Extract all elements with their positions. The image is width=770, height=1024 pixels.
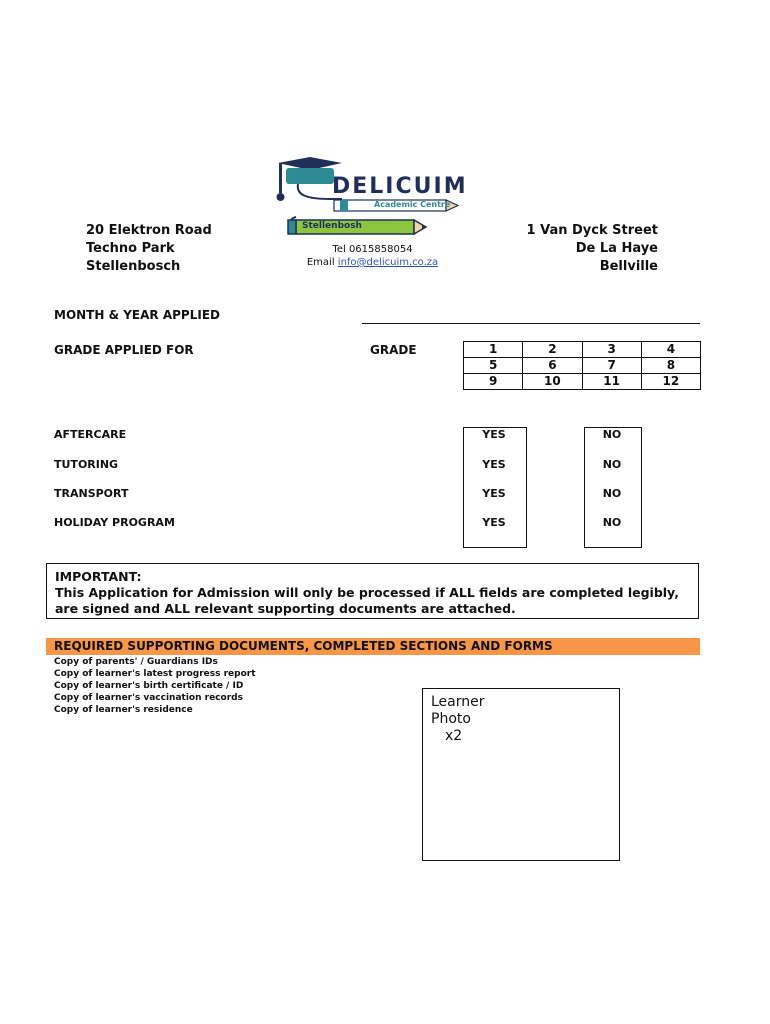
month-year-line[interactable] (362, 323, 700, 324)
grade-row (464, 342, 701, 358)
service-label-tutoring: TUTORING (54, 458, 119, 471)
grade-cell[interactable]: 12 (641, 374, 700, 390)
grade-cell[interactable]: 1 (464, 342, 523, 358)
address-left (86, 222, 212, 276)
service-label-holiday-program: HOLIDAY PROGRAM (54, 516, 175, 529)
address-left-line: Techno Park (86, 241, 175, 256)
grade-cell[interactable]: 6 (523, 358, 582, 374)
holiday-program-no-option[interactable]: NO (602, 516, 622, 529)
service-label-transport: TRANSPORT (54, 487, 129, 500)
list-item: Copy of learner's birth certificate / ID (54, 681, 244, 691)
logo-brand-text: DELICUIM (332, 174, 468, 199)
transport-no-option[interactable]: NO (602, 487, 622, 500)
photo-label-line: Photo (431, 711, 471, 727)
address-left-line: 20 Elektron Road (86, 223, 212, 238)
important-heading: IMPORTANT: (55, 569, 142, 584)
logo (276, 157, 466, 241)
photo-label-line: x2 (445, 728, 463, 744)
service-label-aftercare: AFTERCARE (54, 428, 127, 441)
aftercare-no-option[interactable]: NO (602, 428, 622, 441)
transport-yes-option[interactable]: YES (482, 487, 506, 500)
address-right-line: Bellville (599, 259, 658, 274)
important-notice (46, 563, 699, 619)
grade-cell[interactable]: 5 (464, 358, 523, 374)
grade-cell[interactable]: 4 (641, 342, 700, 358)
grade-cell[interactable]: 2 (523, 342, 582, 358)
contact-email-link[interactable]: info@delicuim.co.za (337, 257, 439, 268)
photo-label-line: Learner (431, 694, 485, 710)
grade-cell[interactable]: 7 (582, 358, 641, 374)
grade-row (464, 358, 701, 374)
required-documents-heading: REQUIRED SUPPORTING DOCUMENTS, COMPLETED SECTIONS AND FORMS (46, 638, 700, 655)
aftercare-yes-option[interactable]: YES (482, 428, 506, 441)
contact-tel: Tel 0615858054 (332, 244, 413, 255)
grade-applied-label: GRADE APPLIED FOR (54, 343, 194, 357)
tutoring-no-option[interactable]: NO (602, 458, 622, 471)
list-item: Copy of parents' / Guardians IDs (54, 657, 218, 667)
learner-photo-box[interactable] (422, 688, 620, 861)
grade-cell[interactable]: 9 (464, 374, 523, 390)
tutoring-yes-option[interactable]: YES (482, 458, 506, 471)
list-item: Copy of learner's latest progress report (54, 669, 256, 679)
contact-email-label: Email (306, 257, 338, 268)
required-documents-list (54, 656, 256, 716)
contact-info (290, 243, 455, 269)
grade-label: GRADE (370, 343, 417, 357)
address-right-line: 1 Van Dyck Street (526, 223, 658, 238)
list-item: Copy of learner's residence (54, 705, 193, 715)
grade-cell[interactable]: 10 (523, 374, 582, 390)
grade-cell[interactable]: 3 (582, 342, 641, 358)
important-text: This Application for Admission will only be processed if ALL fields are completed legibly, are signed and ALL relevant supporting documents are attached. (55, 585, 679, 616)
list-item: Copy of learner's vaccination records (54, 693, 243, 703)
grade-table (463, 341, 701, 390)
contact-email-line (290, 256, 455, 269)
address-right-line: De La Haye (575, 241, 658, 256)
address-right (527, 222, 658, 276)
grade-cell[interactable]: 11 (582, 374, 641, 390)
grade-cell[interactable]: 8 (641, 358, 700, 374)
logo-location-tag: Stellenbosh (302, 221, 362, 231)
logo-subtitle: Academic Centre (374, 200, 451, 209)
holiday-program-yes-option[interactable]: YES (482, 516, 506, 529)
month-year-label: MONTH & YEAR APPLIED (54, 308, 220, 322)
address-left-line: Stellenbosch (86, 259, 181, 274)
grade-row (464, 374, 701, 390)
